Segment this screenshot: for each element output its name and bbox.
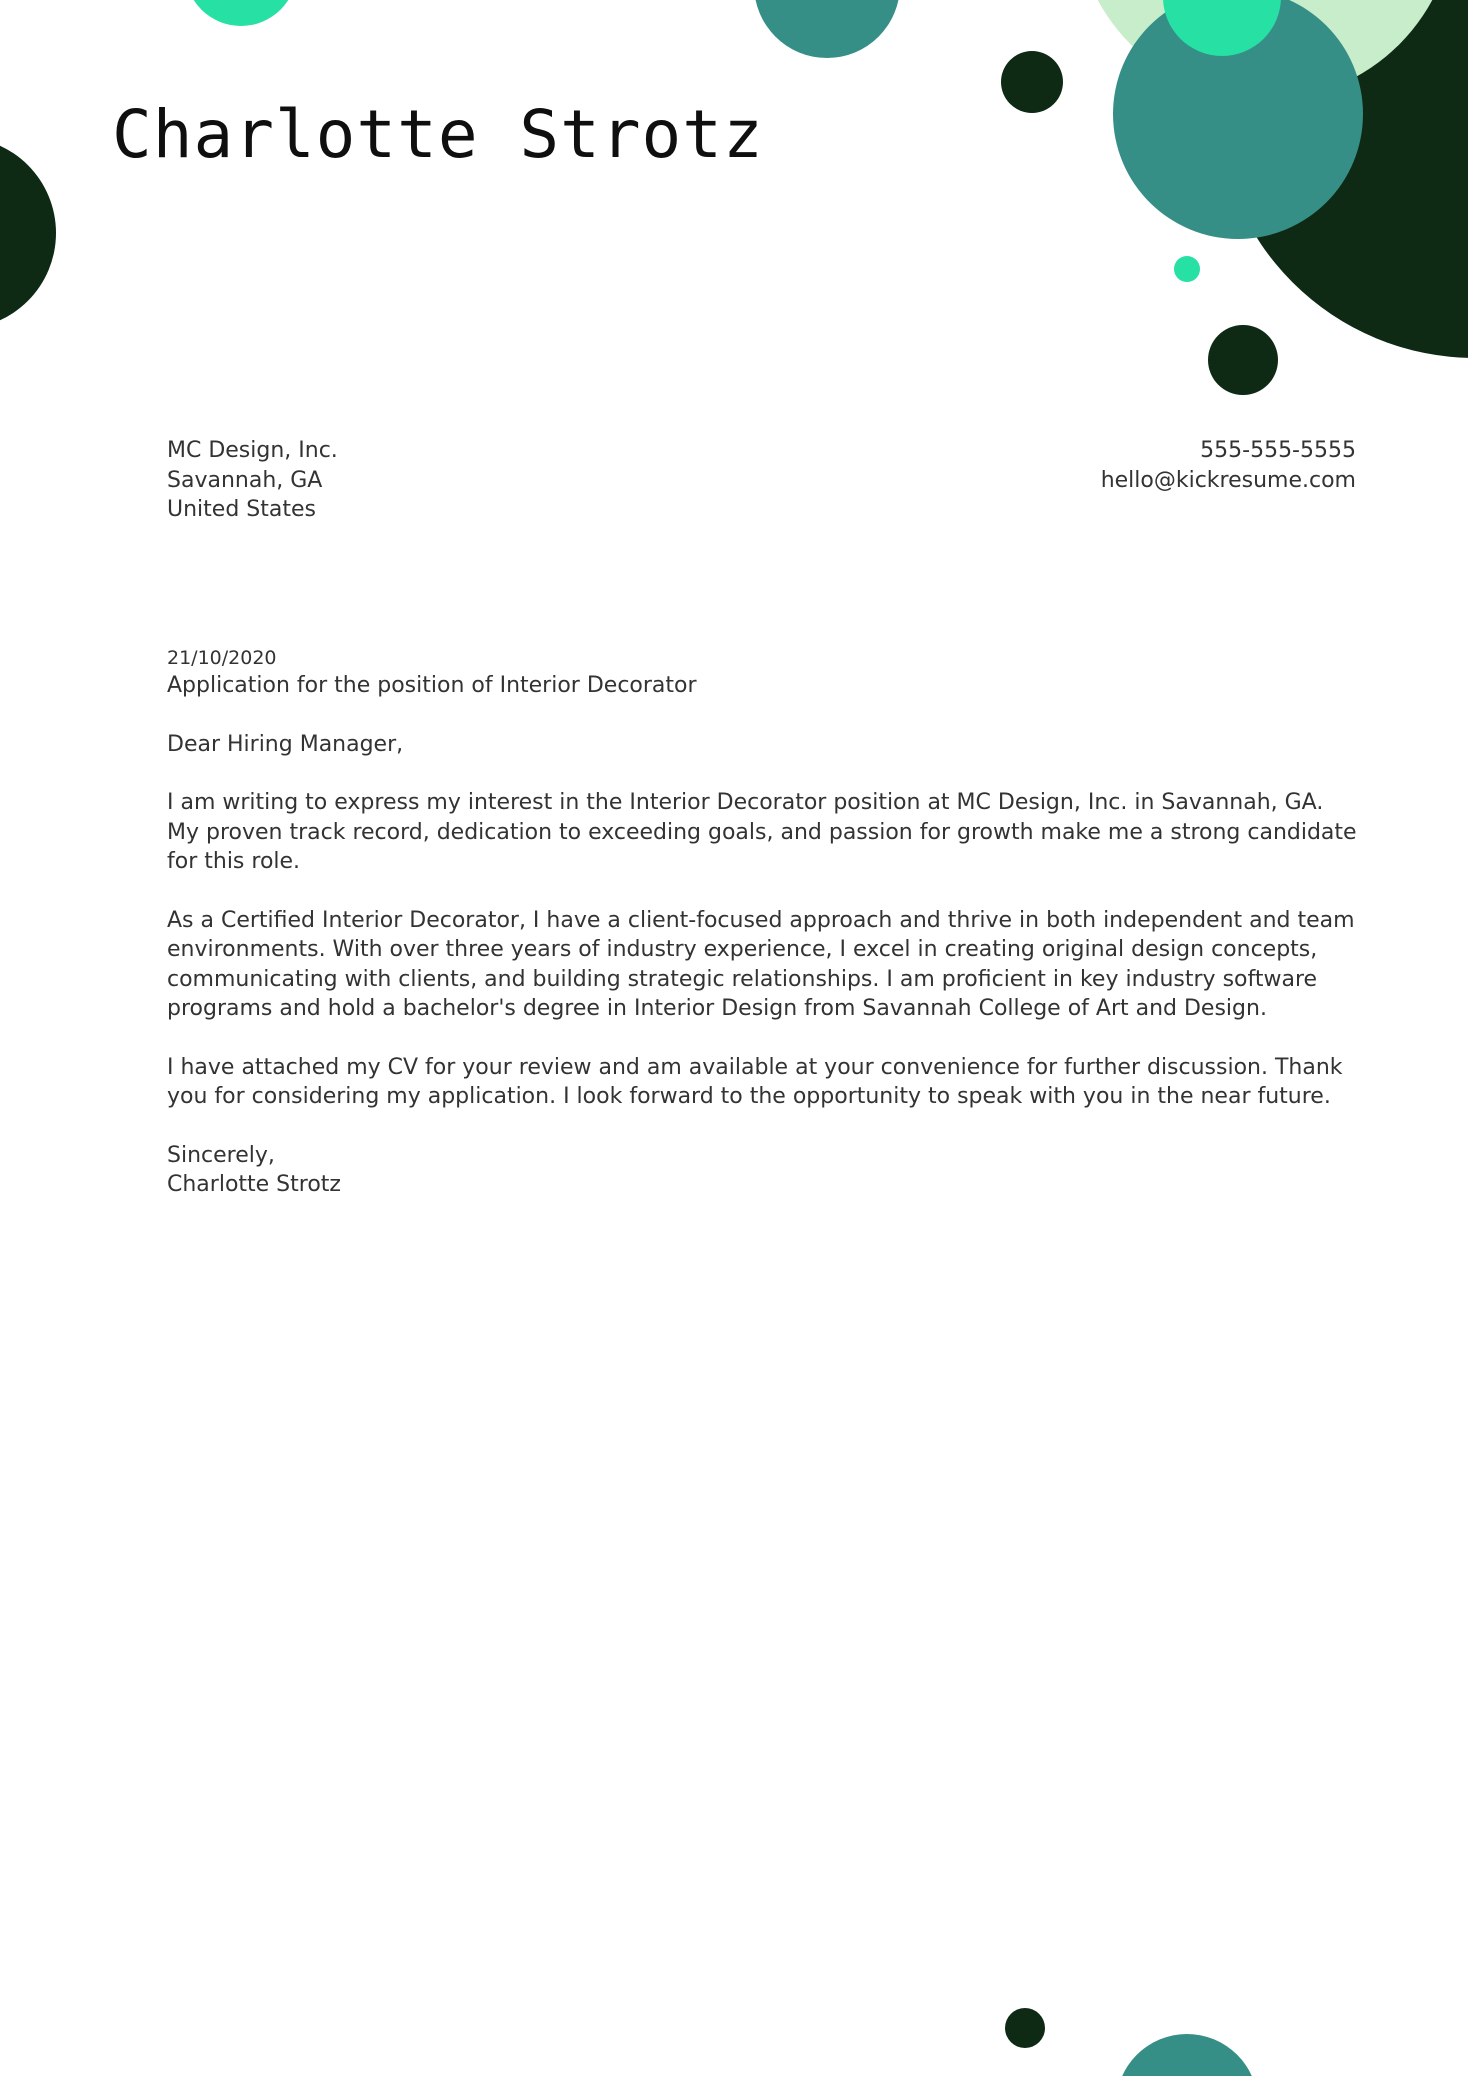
recipient-address <box>167 436 338 525</box>
recipient-country: United States <box>167 497 316 522</box>
letter-closing: Sincerely, <box>167 1142 275 1168</box>
letter-body <box>167 645 1357 1200</box>
deco-circle-top-left-mint <box>185 0 297 26</box>
contact-info <box>1101 436 1356 495</box>
recipient-company: MC Design, Inc. <box>167 438 338 463</box>
letter-paragraph: I am writing to express my interest in the Interior Decorator position at MC Design, Inc. in Savannah, GA. My proven track record, dedication to exceeding goals, and passion for growth make me a strong candidate for this role. <box>167 790 1357 874</box>
applicant-name: Charlotte Strotz <box>112 96 764 173</box>
contact-email: hello@kickresume.com <box>1100 467 1356 493</box>
letter-subject: Application for the position of Interior Decorator <box>167 673 697 698</box>
deco-circle-left-dark <box>0 137 56 329</box>
recipient-city: Savannah, GA <box>167 467 323 493</box>
contact-phone: 555-555-5555 <box>1200 438 1356 463</box>
letter-signature: Charlotte Strotz <box>167 1172 341 1197</box>
deco-circle-bottom-dark <box>1005 2008 1045 2048</box>
deco-circle-small-dark <box>1001 51 1063 113</box>
deco-circle-mid-dark <box>1208 325 1278 395</box>
letter-salutation: Dear Hiring Manager, <box>167 731 404 757</box>
letter-paragraph: As a Certified Interior Decorator, I have a client-focused approach and thrive in both independent and team environments. With over three years of industry experience, I excel in creating original design concepts, communicating with clients, and building strategic relationships. I am proficient in key industry software programs and hold a bachelor's degree in Interior Design from Savannah College of Art and Design. <box>167 907 1355 1021</box>
letter-date: 21/10/2020 <box>167 647 277 669</box>
deco-circle-top-teal <box>754 0 900 58</box>
letter-paragraph: I have attached my CV for your review and am available at your convenience for further discussion. Thank you for considering my application. I look forward to the opportunity to speak with you in the near future. <box>167 1054 1343 1109</box>
deco-circle-tiny-mint <box>1174 256 1200 282</box>
deco-circle-bottom-teal <box>1116 2034 1258 2076</box>
